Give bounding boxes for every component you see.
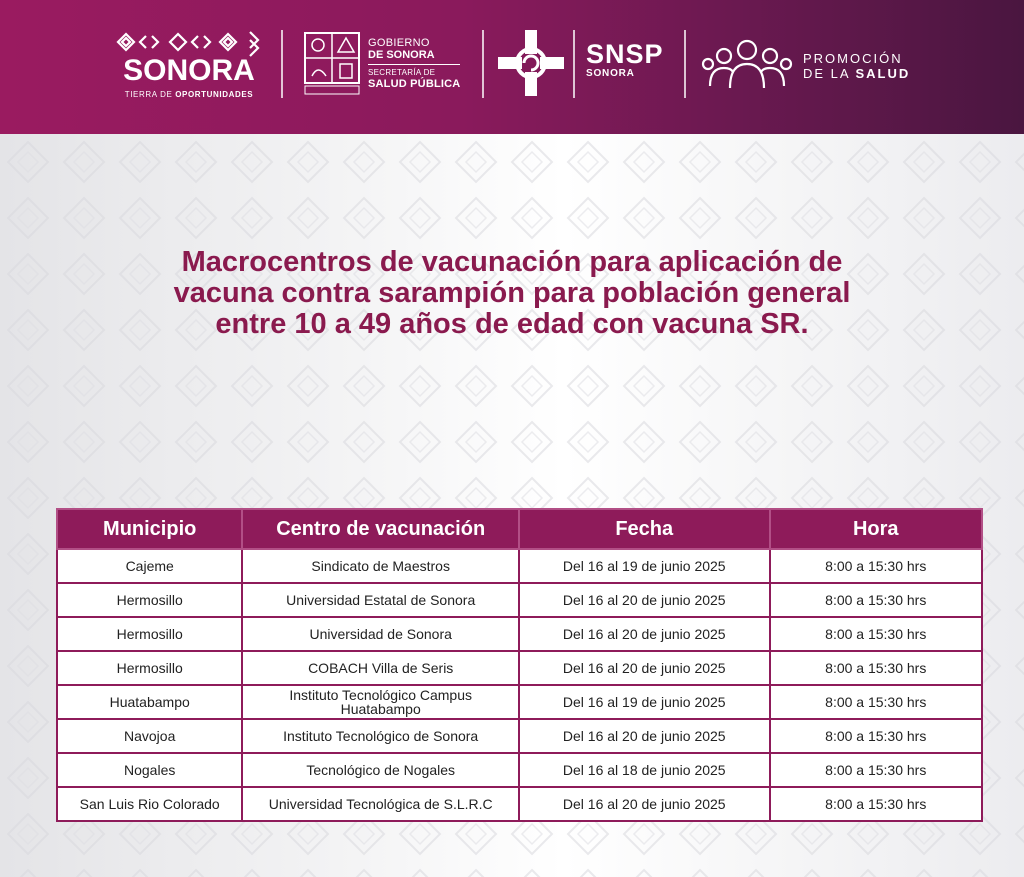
column-header-fecha: Fecha (519, 509, 770, 549)
table-row (57, 719, 982, 753)
cell-hora: 8:00 a 15:30 hrs (770, 719, 982, 753)
table-header-row (57, 509, 982, 549)
cell-centro: Tecnológico de Nogales (242, 753, 519, 787)
table-row (57, 685, 982, 719)
cell-centro: COBACH Villa de Seris (242, 651, 519, 685)
page-title (62, 247, 962, 340)
coat-of-arms-icon (302, 30, 362, 96)
cell-hora: 8:00 a 15:30 hrs (770, 617, 982, 651)
sonora-logo (112, 28, 266, 102)
promocion-salud-logo-text (803, 51, 910, 81)
cell-municipio: Huatabampo (57, 685, 242, 719)
snsp-logo-text (586, 40, 664, 80)
gobierno-rule (368, 64, 460, 65)
cell-hora: 8:00 a 15:30 hrs (770, 583, 982, 617)
cell-centro: Sindicato de Maestros (242, 549, 519, 583)
gobierno-line4: SALUD PÚBLICA (368, 78, 461, 90)
cell-fecha: Del 16 al 18 de junio 2025 (519, 753, 770, 787)
gobierno-line3: SECRETARÍA DE (368, 68, 436, 77)
gobierno-line2: DE SONORA (368, 49, 435, 61)
cell-centro: Instituto Tecnológico de Sonora (242, 719, 519, 753)
column-header-municipio: Municipio (57, 509, 242, 549)
cell-hora: 8:00 a 15:30 hrs (770, 753, 982, 787)
header-divider (482, 30, 484, 98)
cell-fecha: Del 16 al 20 de junio 2025 (519, 651, 770, 685)
header-banner (0, 0, 1024, 134)
cell-municipio: Hermosillo (57, 583, 242, 617)
sonora-tagline-prefix: TIERRA DE (124, 90, 173, 99)
cell-fecha: Del 16 al 20 de junio 2025 (519, 583, 770, 617)
promocion-line2-bold: SALUD (855, 66, 911, 81)
table-row (57, 753, 982, 787)
cell-centro: Universidad Estatal de Sonora (242, 583, 519, 617)
promocion-line2 (803, 66, 910, 81)
vaccination-schedule-table (56, 508, 983, 822)
cell-centro: Instituto Tecnológico Campus Huatabampo (242, 685, 519, 719)
snsp-line2: SONORA (586, 68, 635, 79)
cell-hora: 8:00 a 15:30 hrs (770, 651, 982, 685)
table-row (57, 787, 982, 821)
gobierno-line1: GOBIERNO (368, 37, 430, 49)
cell-hora: 8:00 a 15:30 hrs (770, 549, 982, 583)
table-row (57, 583, 982, 617)
people-group-icon (700, 36, 794, 92)
promocion-line2-prefix: DE LA (803, 66, 850, 81)
gobierno-sonora-logo-text (368, 37, 478, 90)
cell-municipio: Hermosillo (57, 617, 242, 651)
sonora-tagline-bold: OPORTUNIDADES (175, 90, 254, 99)
cell-fecha: Del 16 al 20 de junio 2025 (519, 787, 770, 821)
title-line1: Macrocentros de vacunación para aplicación de (181, 246, 843, 278)
cell-hora: 8:00 a 15:30 hrs (770, 787, 982, 821)
cell-municipio: Hermosillo (57, 651, 242, 685)
table-row (57, 651, 982, 685)
cell-municipio: San Luis Rio Colorado (57, 787, 242, 821)
column-header-hora: Hora (770, 509, 982, 549)
sonora-wordmark: SONORA (123, 54, 255, 87)
cell-fecha: Del 16 al 20 de junio 2025 (519, 617, 770, 651)
snsp-line1: SNSP (586, 39, 664, 69)
sonora-tagline (112, 90, 266, 100)
cell-fecha: Del 16 al 20 de junio 2025 (519, 719, 770, 753)
cell-fecha: Del 16 al 19 de junio 2025 (519, 685, 770, 719)
cell-hora: 8:00 a 15:30 hrs (770, 685, 982, 719)
header-divider (281, 30, 283, 98)
cell-municipio: Navojoa (57, 719, 242, 753)
promocion-line1: PROMOCIÓN (803, 51, 903, 66)
title-line3: entre 10 a 49 años de edad con vacuna SR. (215, 308, 809, 340)
cell-municipio: Nogales (57, 753, 242, 787)
table-row (57, 549, 982, 583)
header-divider (573, 30, 575, 98)
snsp-emblem-icon (498, 30, 564, 96)
cell-fecha: Del 16 al 19 de junio 2025 (519, 549, 770, 583)
header-divider (684, 30, 686, 98)
column-header-centro: Centro de vacunación (242, 509, 519, 549)
cell-municipio: Cajeme (57, 549, 242, 583)
table-row (57, 617, 982, 651)
cell-centro: Universidad de Sonora (242, 617, 519, 651)
title-line2: vacuna contra sarampión para población general (173, 277, 851, 309)
cell-centro: Universidad Tecnológica de S.L.R.C (242, 787, 519, 821)
